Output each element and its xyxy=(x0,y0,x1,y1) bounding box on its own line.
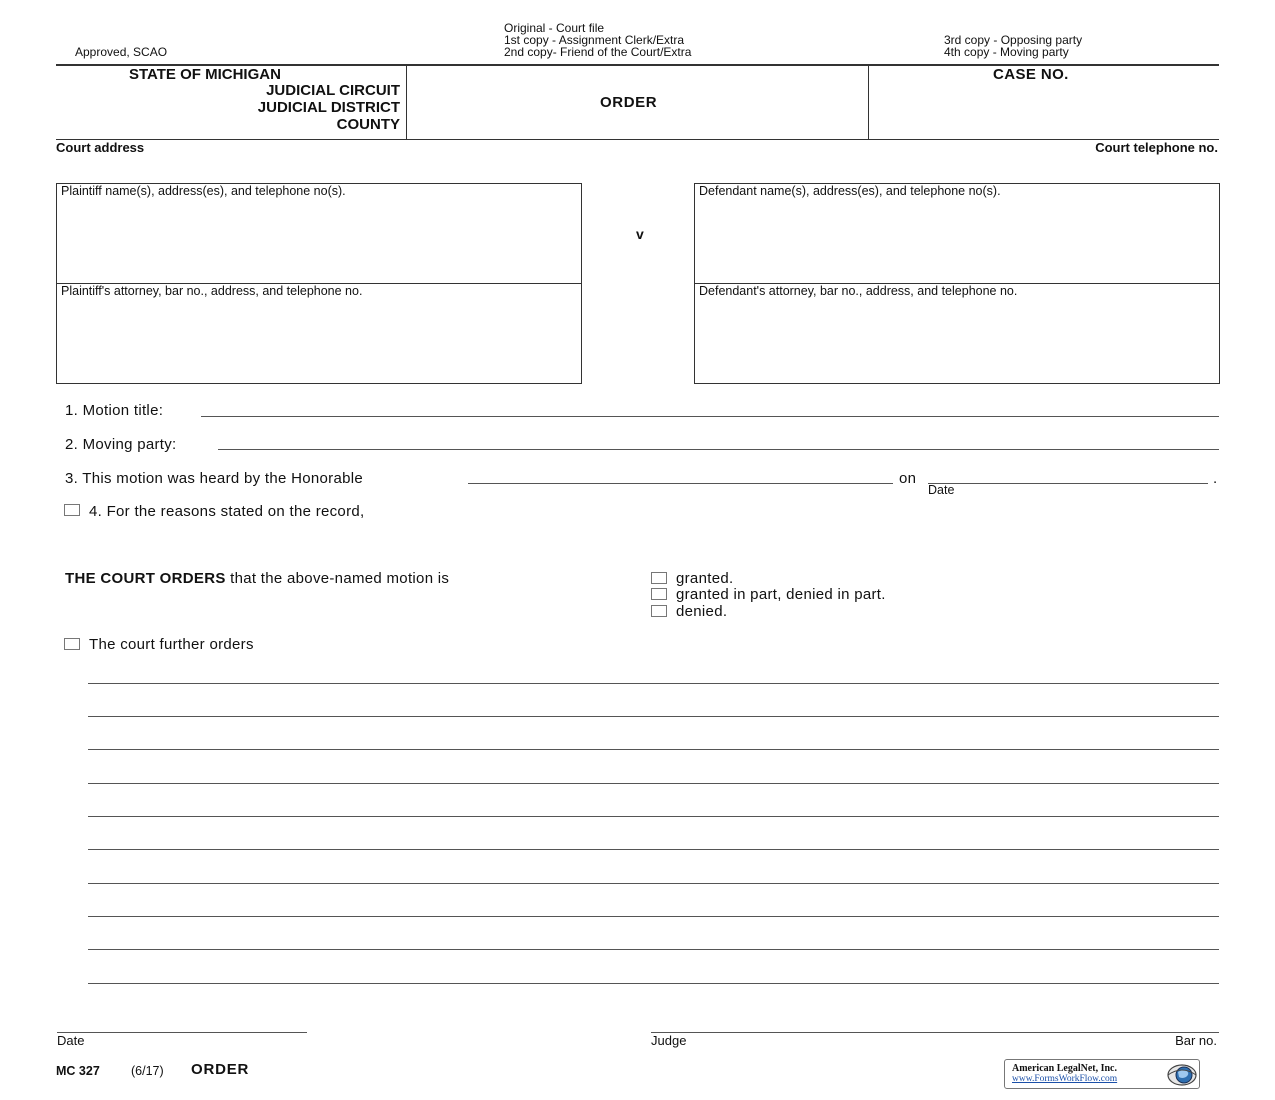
plaintiff-attorney-box[interactable] xyxy=(56,283,582,384)
judicial-circuit: JUDICIAL CIRCUIT xyxy=(266,82,400,99)
vendor-logo[interactable] xyxy=(1004,1059,1200,1089)
signature-date-field[interactable] xyxy=(57,1032,307,1033)
court-orders-statement xyxy=(65,570,449,587)
defendant-attorney-box[interactable] xyxy=(694,283,1220,384)
granted-in-part-checkbox[interactable] xyxy=(651,588,667,600)
further-orders-line[interactable] xyxy=(88,716,1219,717)
further-orders-label: The court further orders xyxy=(89,636,254,653)
vendor-url[interactable]: www.FormsWorkFlow.com xyxy=(1012,1074,1118,1084)
further-orders-line[interactable] xyxy=(88,883,1219,884)
further-orders-line[interactable] xyxy=(88,983,1219,984)
court-address-label: Court address xyxy=(56,140,145,155)
motion-title-field[interactable] xyxy=(201,416,1219,417)
granted-in-part-label: granted in part, denied in part. xyxy=(676,586,886,603)
item-heard-by: 3. This motion was heard by the Honorable xyxy=(65,470,364,487)
globe-icon xyxy=(1165,1063,1199,1087)
case-no-label: CASE NO. xyxy=(993,66,1069,83)
item-motion-title: 1. Motion title: xyxy=(65,402,164,419)
further-orders-line[interactable] xyxy=(88,749,1219,750)
further-orders-line[interactable] xyxy=(88,949,1219,950)
approved-text: Approved, SCAO xyxy=(75,45,168,59)
court-orders-lead: THE COURT ORDERS xyxy=(65,570,226,587)
judge-signature-field[interactable] xyxy=(651,1032,1219,1033)
granted-checkbox[interactable] xyxy=(651,572,667,584)
denied-label: denied. xyxy=(676,603,728,620)
distribution-third-copy: 3rd copy - Opposing party xyxy=(944,33,1083,47)
defendant-box[interactable] xyxy=(694,183,1220,284)
distribution-second-copy: 2nd copy- Friend of the Court/Extra xyxy=(504,45,692,59)
further-orders-line[interactable] xyxy=(88,816,1219,817)
hearing-date-field[interactable] xyxy=(928,483,1208,484)
item3-period: . xyxy=(1213,470,1218,487)
court-telephone-label: Court telephone no. xyxy=(1095,140,1218,155)
defendant-label: Defendant name(s), address(es), and telephone no(s). xyxy=(699,184,1001,198)
plaintiff-attorney-label: Plaintiff's attorney, bar no., address, and telephone no. xyxy=(61,284,363,298)
form-number: MC 327 xyxy=(56,1064,100,1078)
reasons-checkbox[interactable] xyxy=(64,504,80,516)
state-of-michigan: STATE OF MICHIGAN xyxy=(129,66,281,83)
plaintiff-label: Plaintiff name(s), address(es), and telephone no(s). xyxy=(61,184,346,198)
document-title: ORDER xyxy=(600,94,658,111)
judge-name-field[interactable] xyxy=(468,483,893,484)
date-caption: Date xyxy=(928,483,955,497)
granted-label: granted. xyxy=(676,570,734,587)
plaintiff-box[interactable] xyxy=(56,183,582,284)
caption-bottom-rule xyxy=(56,139,1219,140)
footer-form-title: ORDER xyxy=(191,1061,250,1078)
item-reasons: 4. For the reasons stated on the record, xyxy=(89,503,365,520)
judicial-district: JUDICIAL DISTRICT xyxy=(257,99,400,116)
caption-divider-left xyxy=(406,65,407,140)
distribution-fourth-copy: 4th copy - Moving party xyxy=(944,45,1069,59)
further-orders-line[interactable] xyxy=(88,849,1219,850)
signature-date-label: Date xyxy=(57,1033,85,1048)
county: COUNTY xyxy=(336,116,400,133)
bar-no-label: Bar no. xyxy=(1175,1033,1217,1048)
further-orders-line[interactable] xyxy=(88,783,1219,784)
item-moving-party: 2. Moving party: xyxy=(65,436,177,453)
on-text: on xyxy=(899,470,917,487)
court-orders-rest: that the above-named motion is xyxy=(225,570,450,587)
caption-divider-right xyxy=(868,65,869,140)
judge-label: Judge xyxy=(651,1033,687,1048)
vendor-name: American LegalNet, Inc. xyxy=(1012,1063,1117,1074)
denied-checkbox[interactable] xyxy=(651,605,667,617)
further-orders-line[interactable] xyxy=(88,916,1219,917)
further-orders-checkbox[interactable] xyxy=(64,638,80,650)
moving-party-field[interactable] xyxy=(218,449,1219,450)
distribution-first-copy: 1st copy - Assignment Clerk/Extra xyxy=(504,33,685,47)
further-orders-line[interactable] xyxy=(88,683,1219,684)
defendant-attorney-label: Defendant's attorney, bar no., address, and telephone no. xyxy=(699,284,1018,298)
form-revision: (6/17) xyxy=(131,1064,164,1078)
versus: v xyxy=(636,226,644,242)
distribution-original: Original - Court file xyxy=(504,21,605,35)
